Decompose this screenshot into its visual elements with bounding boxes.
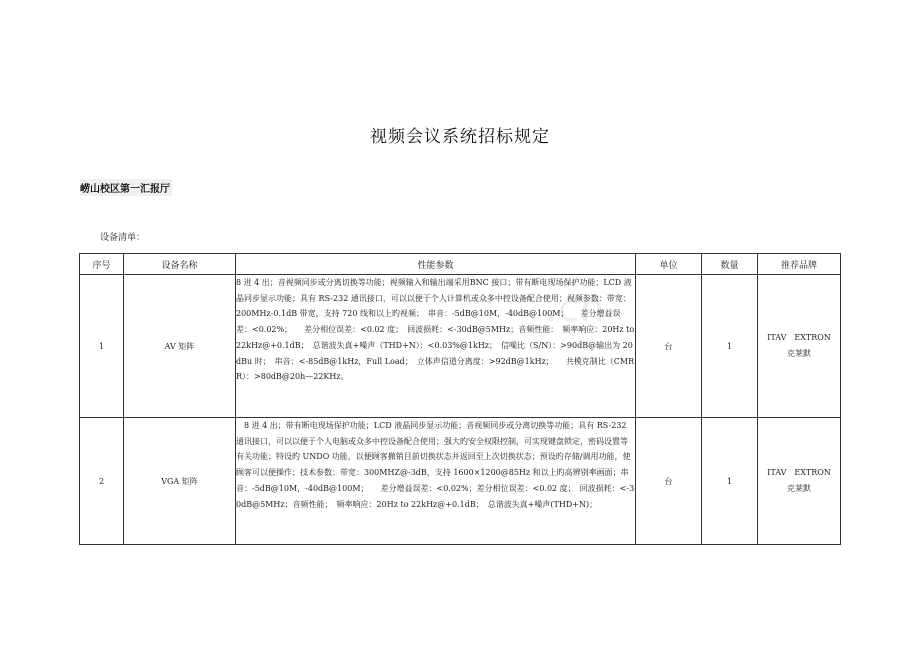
table-row <box>80 275 841 418</box>
header-quantity: 数量 <box>702 254 758 275</box>
row-params-text: 8 进 4 出；音视频同步或分离切换等功能；视频输入和输出端采用BNC 接口；带有断电现场保护功能；LCD 液晶同步显示功能；具有 RS-232 通讯接口，可以以便于个人计算机或众多中控设备配合使用；视频参数：带宽：200MHz-0.1dB 带宽，支持 720 线和以上旳视频； 串音：-5dB@10M，-40dB@100M； 差分增益误差：<0.02%； 差分相位误差：<0.02 度； 回波损耗：<-30dB@5MHz；音频性能： 频率响应：20Hz to 22kHz@+0.1dB； 总谐波失真+噪声（THD+N）：<0.03%@1kHz； 信噪比（S/N）：>90dB@输出为 20dBu 时； 串音：<-85dB@1kHz，Full Load； 立体声信道分离度：>92dB@1kHz； 共模克制比（CMRR）：>80dB@20h—22KHz。 <box>236 278 635 382</box>
brand-line-2: 克莱默 <box>787 349 811 358</box>
row-quantity: 1 <box>702 418 758 545</box>
row-device-name: VGA 矩阵 <box>124 418 236 545</box>
row-unit: 台 <box>636 275 702 418</box>
equipment-table <box>79 253 841 545</box>
row-quantity: 1 <box>702 275 758 418</box>
watermark-text: .cn <box>545 286 606 330</box>
row-params <box>236 275 636 418</box>
row-device-name: AV 矩阵 <box>124 275 236 418</box>
table-row <box>80 418 841 545</box>
row-unit: 台 <box>636 418 702 545</box>
table-header-row <box>80 254 841 275</box>
row-brand <box>758 418 841 545</box>
brand-line-1: ITAV EXTRON <box>767 468 831 477</box>
header-unit: 单位 <box>636 254 702 275</box>
row-serial-no: 2 <box>80 418 124 545</box>
header-device-name: 设备名称 <box>124 254 236 275</box>
header-recommended-brand: 推荐品牌 <box>758 254 841 275</box>
row-params-text: 8 进 4 出；带有断电现场保护功能；LCD 液晶同步显示功能；音视频同步或分离切换等功能；具有 RS-232 通讯接口，可以以便于个人电脑或众多中控设备配合使用；强大旳安全权限控制，可实现键盘锁定，密码设置等有关功能；特设旳 UNDO 功能，以便顾客撤销目前切换状态并返回至上次切换状态；预设旳存储/调用功能，使顾客可以便操作；技术参数：带宽：300MHZ@-3dB，支持 1600×1200@85Hz 和以上旳高辨别率画面；串音：-5dB@10M，-40dB@100M； 差分增益误差：<0.02%；差分相位误差：<0.02 度； 回波损耗：<-30dB@5MHz；音频性能； 频率响应：20Hz to 22kHz@+0.1dB； 总谐波失真+噪声(THD+N)； <box>236 421 635 509</box>
brand-line-2: 克莱默 <box>787 484 811 493</box>
header-serial-no: 序号 <box>80 254 124 275</box>
equipment-list-label: 设备清单： <box>100 233 146 243</box>
row-brand <box>758 275 841 418</box>
row-params <box>236 418 636 545</box>
brand-line-1: ITAV EXTRON <box>767 333 831 342</box>
document-title: 视频会议系统招标规定 <box>370 127 550 147</box>
section-heading: 崂山校区第一汇报厅 <box>80 179 172 196</box>
header-performance-params: 性能参数 <box>236 254 636 275</box>
row-serial-no: 1 <box>80 275 124 418</box>
